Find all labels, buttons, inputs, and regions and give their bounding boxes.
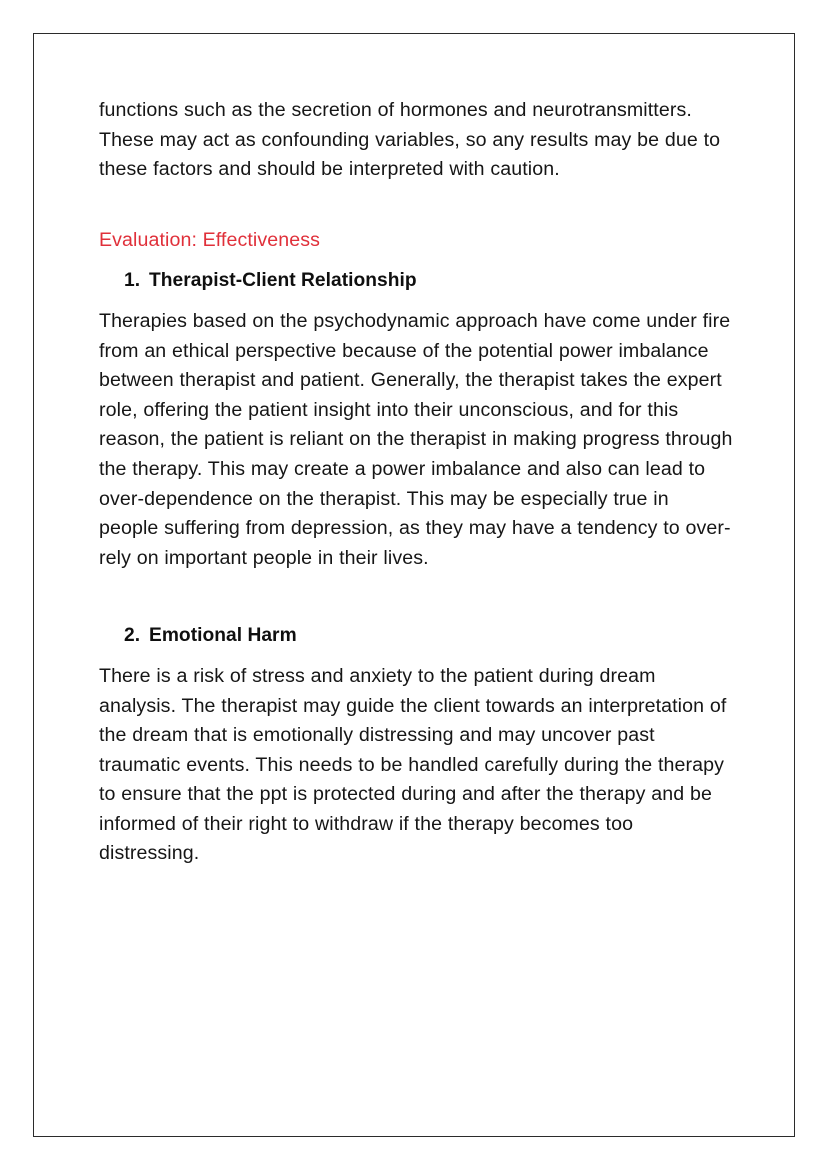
spacer: [99, 651, 733, 662]
intro-paragraph: functions such as the secretion of hormones and neurotransmitters. These may act as confounding variables, so any results may be due to these factors and should be interpreted with caution.: [99, 99, 721, 181]
numbered-heading-label: Therapist-Client Relationship: [149, 270, 417, 292]
spacer: [99, 255, 733, 266]
list-number: 2.: [124, 625, 141, 647]
document-page: [33, 33, 795, 1137]
numbered-heading-1: [99, 266, 733, 296]
text-column: [99, 96, 733, 869]
spacer: [99, 573, 733, 621]
body-paragraph-1: Therapies based on the psychodynamic approach have come under fire from an ethical perspective because of the potential power imbalance between therapist and patient. Generally, the therapist takes the expert role, offering the patient insight into their unconscious, and for this reason, the patient is reliant on the therapist in making progress through the therapy. This may create a power imbalance and also can lead to over-dependence on the therapist. This may be especially true in people suffering from depression, as they may have a tendency to over-rely on important people in their lives.: [99, 309, 733, 569]
numbered-heading-label: Emotional Harm: [149, 625, 297, 647]
numbered-heading-2: [99, 621, 733, 651]
spacer: [99, 296, 733, 307]
spacer: [99, 185, 733, 226]
body-paragraph-2: There is a risk of stress and anxiety to the patient during dream analysis. The therapist may guide the client towards an interpretation of the dream that is emotionally distressing and may uncover past traumatic events. This needs to be handled carefully during the therapy to ensure that the ppt is protected during and after the therapy and be informed of their right to withdraw if the therapy becomes too distressing.: [99, 664, 727, 865]
list-number: 1.: [124, 270, 141, 292]
section-heading-evaluation: Evaluation: Effectiveness: [99, 228, 321, 251]
